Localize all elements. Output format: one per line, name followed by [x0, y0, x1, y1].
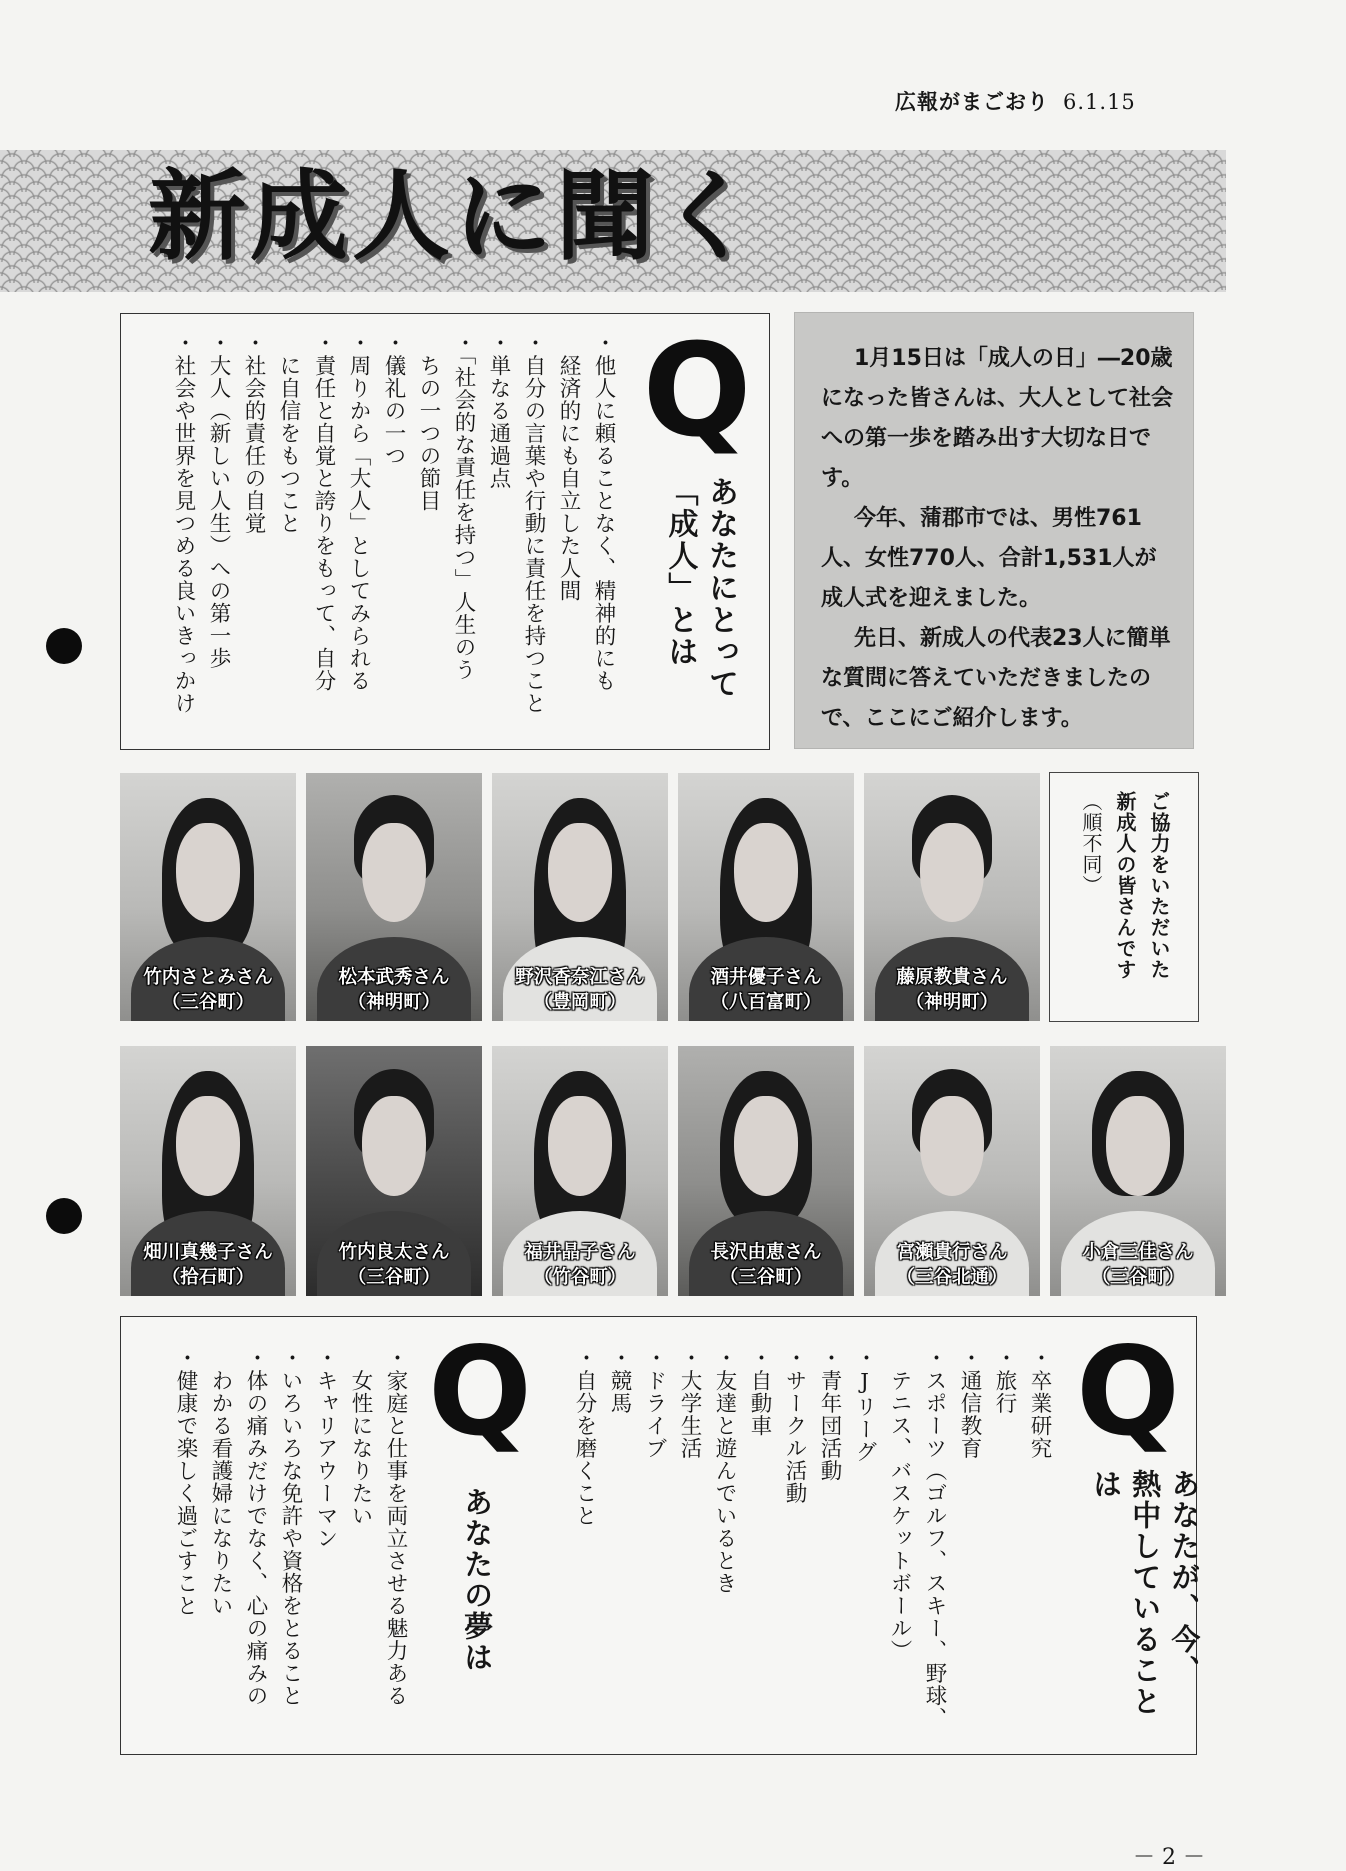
intro-paragraph: 今年、蒲郡市では、男性761人、女性770人、合計1,531人が成人式を迎えました。 [821, 506, 1157, 611]
answer-line: ・自動車 [747, 1347, 772, 1437]
binder-hole [46, 1198, 82, 1234]
answer-line: ・他人に頼ることなく、精神的にも [591, 332, 616, 692]
person-name: 小倉三佳さん [1082, 1242, 1194, 1263]
q1-question [659, 476, 740, 741]
portrait-photo [120, 1046, 296, 1296]
portrait-photo [678, 773, 854, 1021]
person-town: （三谷町） [1091, 1267, 1185, 1288]
person-town: （神明町） [347, 992, 441, 1013]
q3-mark: Q [428, 1321, 532, 1463]
person-name: 藤原教貴さん [896, 967, 1008, 988]
answer-line: ・大学生活 [677, 1347, 702, 1460]
page-header [895, 86, 1205, 116]
answer-line: ・競馬 [607, 1347, 632, 1415]
person-town: （豊岡町） [533, 992, 627, 1013]
answer-line: ・単なる通過点 [486, 332, 511, 490]
answer-line: ・スポーツ（ゴルフ、スキー、野球、 [922, 1347, 947, 1730]
answer-line: ・体の痛みだけでなく、心の痛みの [243, 1347, 268, 1707]
answer-line: ・自分の言葉や行動に責任を持つこと [521, 332, 546, 715]
q2-mark: Q [1076, 1321, 1180, 1463]
portrait-photo [306, 1046, 482, 1296]
answer-line: ・Jリーグ [852, 1347, 877, 1463]
person-name: 長沢由恵さん [710, 1242, 822, 1263]
note-line: ご協力をいただいた [1147, 791, 1171, 980]
person-town: （三谷町） [719, 1267, 813, 1288]
q3-question: あなたの夢は [460, 1487, 495, 1673]
issue-date: 6.1.15 [1063, 90, 1136, 114]
q1-answers [166, 332, 621, 737]
q3-answers [141, 1347, 413, 1742]
portrait-photo [120, 773, 296, 1021]
answer-line: ・いろいろな免許や資格をとること [278, 1347, 303, 1707]
answer-line: ・大人（新しい人生）への第一歩 [206, 332, 231, 670]
answer-line: ・キャリアウーマン [313, 1347, 338, 1550]
q2-question-line: 熱中していることは [1089, 1469, 1163, 1717]
person-name: 福井晶子さん [524, 1242, 636, 1263]
answer-line: ・ドライブ [642, 1347, 667, 1460]
page-number: － 2 － [1133, 1845, 1205, 1870]
note-line: （順不同） [1079, 791, 1103, 896]
answer-line: テニス、バスケットボール） [887, 1347, 912, 1662]
cooperation-note-box [1049, 772, 1199, 1022]
person-town: （拾石町） [161, 1267, 255, 1288]
answer-line: ・周りから「大人」としてみられる [346, 332, 371, 692]
answer-line: 経済的にも自立した人間 [556, 332, 581, 602]
answer-line: ・健康で楽しく過ごすこと [173, 1347, 198, 1617]
portrait-photo [306, 773, 482, 1021]
answer-line: ・社会や世界を見つめる良いきっかけ [171, 332, 196, 715]
person-name: 竹内良太さん [338, 1242, 450, 1263]
answer-line: わかる看護婦になりたい [208, 1347, 233, 1617]
answer-line: ちの一つの節目 [416, 332, 441, 512]
person-town: （三谷町） [161, 992, 255, 1013]
q1-question-line: 「成人」とは [662, 476, 698, 668]
person-name: 酒井優子さん [710, 967, 822, 988]
q1-question-line: あなたにとって [703, 476, 738, 700]
q1-mark: Q [642, 317, 752, 466]
q2-q3-box [120, 1316, 1202, 1755]
person-name: 竹内さとみさん [143, 967, 273, 988]
answer-line: ・家庭と仕事を両立させる魅力ある [383, 1347, 408, 1707]
answer-line: ・儀礼の一つ [381, 332, 406, 467]
q2-question-line: あなたが、今、 [1167, 1469, 1202, 1686]
portrait-photo [864, 773, 1040, 1021]
person-town: （竹谷町） [533, 1267, 627, 1288]
q1-box [120, 313, 770, 750]
person-town: （神明町） [905, 992, 999, 1013]
person-name: 松本武秀さん [338, 967, 450, 988]
main-title: 新成人に聞く [148, 159, 761, 274]
portrait-photo [864, 1046, 1040, 1296]
person-town: （八百富町） [710, 992, 822, 1013]
portrait-photo [678, 1046, 854, 1296]
portrait-photo [1050, 1046, 1226, 1296]
note-line: 新成人の皆さんです [1113, 791, 1137, 980]
answer-line: ・旅行 [992, 1347, 1017, 1415]
answer-line: ・青年団活動 [817, 1347, 842, 1482]
answer-line: ・サークル活動 [782, 1347, 807, 1505]
person-town: （三谷町） [347, 1267, 441, 1288]
intro-box [794, 312, 1194, 749]
answer-line: に自信をもつこと [276, 332, 301, 535]
q2-question [1086, 1469, 1203, 1747]
publication-name: 広報がまごおり [895, 90, 1049, 114]
portrait-photo [492, 773, 668, 1021]
person-name: 野沢香奈江さん [515, 967, 645, 988]
intro-paragraph: 先日、新成人の代表23人に簡単な質問に答えていただきましたので、ここにご紹介します。 [821, 626, 1171, 731]
portrait-photo [492, 1046, 668, 1296]
answer-line: ・友達と遊んでいるとき [712, 1347, 737, 1595]
answer-line: ・卒業研究 [1027, 1347, 1052, 1460]
binder-hole [46, 628, 82, 664]
cooperation-note [1074, 791, 1176, 1011]
answer-line: 女性になりたい [348, 1347, 373, 1527]
person-name: 宮瀬貴行さん [896, 1242, 1008, 1263]
answer-line: ・「社会的な責任を持つ」人生のう [451, 332, 476, 682]
person-town: （三谷北通） [896, 1267, 1008, 1288]
answer-line: ・通信教育 [957, 1347, 982, 1460]
answer-line: ・責任と自覚と誇りをもって、自分 [311, 332, 336, 692]
answer-line: ・自分を磨くこと [572, 1347, 597, 1527]
person-name: 畑川真幾子さん [143, 1242, 273, 1263]
answer-line: ・社会的責任の自覚 [241, 332, 266, 535]
q2-answers [539, 1347, 1057, 1742]
intro-paragraph: 1月15日は「成人の日」―20歳になった皆さんは、大人として社会への第一歩を踏み出す大切な日です。 [821, 346, 1174, 491]
